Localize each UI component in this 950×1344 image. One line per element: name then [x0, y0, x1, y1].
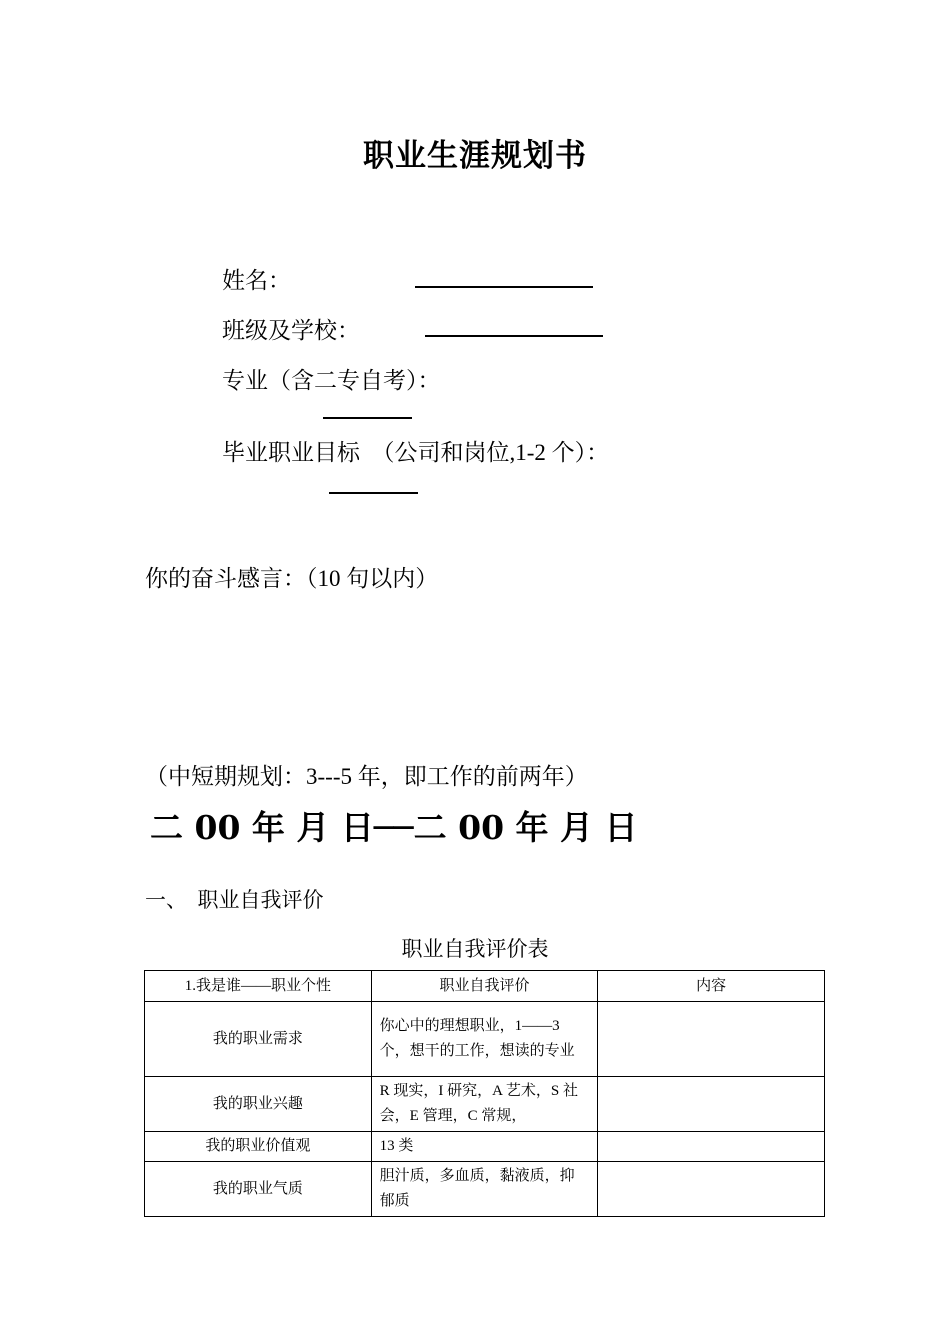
- table-caption: 职业自我评价表: [401, 937, 549, 961]
- table-row: [145, 1002, 825, 1077]
- table-cell: R 现实，I 研究，A 艺术，S 社会，E 管理，C 常规，: [371, 1077, 598, 1132]
- major-blank[interactable]: [323, 417, 412, 419]
- class-school-blank[interactable]: [425, 335, 603, 337]
- table-header-row: [145, 971, 825, 1002]
- motto-label: 你的奋斗感言：（10 句以内）: [145, 566, 439, 591]
- goal-blank[interactable]: [329, 492, 418, 494]
- table-cell: 我的职业兴趣: [145, 1077, 372, 1132]
- table-row: [145, 1132, 825, 1162]
- plan-note: （中短期规划：3---5 年，即工作的前两年）: [145, 764, 588, 789]
- self-evaluation-table: [144, 970, 825, 1217]
- table-cell: 你心中的理想职业，1——3 个，想干的工作，想读的专业: [371, 1002, 598, 1077]
- table-row: [145, 1077, 825, 1132]
- major-label: 专业（含二专自考）：: [222, 368, 441, 393]
- name-label: 姓名：: [222, 268, 291, 293]
- document-title: 职业生涯规划书: [363, 138, 587, 174]
- table-cell-content[interactable]: [598, 1162, 825, 1217]
- table-header-cell: 1.我是谁——职业个性: [145, 971, 372, 1002]
- table-header-cell: 内容: [598, 971, 825, 1002]
- section-heading-self-evaluation: 一、 职业自我评价: [145, 888, 324, 912]
- table-cell: 我的职业气质: [145, 1162, 372, 1217]
- table-cell: 13 类: [371, 1132, 598, 1162]
- table-header-cell: 职业自我评价: [371, 971, 598, 1002]
- table-cell-content[interactable]: [598, 1132, 825, 1162]
- table-cell-content[interactable]: [598, 1077, 825, 1132]
- goal-label: 毕业职业目标 （公司和岗位,1-2 个）：: [222, 440, 610, 465]
- table-cell: 胆汁质，多血质，黏液质，抑郁质: [371, 1162, 598, 1217]
- table-cell-content[interactable]: [598, 1002, 825, 1077]
- class-school-label: 班级及学校：: [222, 318, 360, 343]
- table-cell: 我的职业需求: [145, 1002, 372, 1077]
- table-row: [145, 1162, 825, 1217]
- date-range: 二 00 年 月 日──二 00 年 月 日: [150, 808, 638, 847]
- name-blank[interactable]: [415, 286, 593, 288]
- table-cell: 我的职业价值观: [145, 1132, 372, 1162]
